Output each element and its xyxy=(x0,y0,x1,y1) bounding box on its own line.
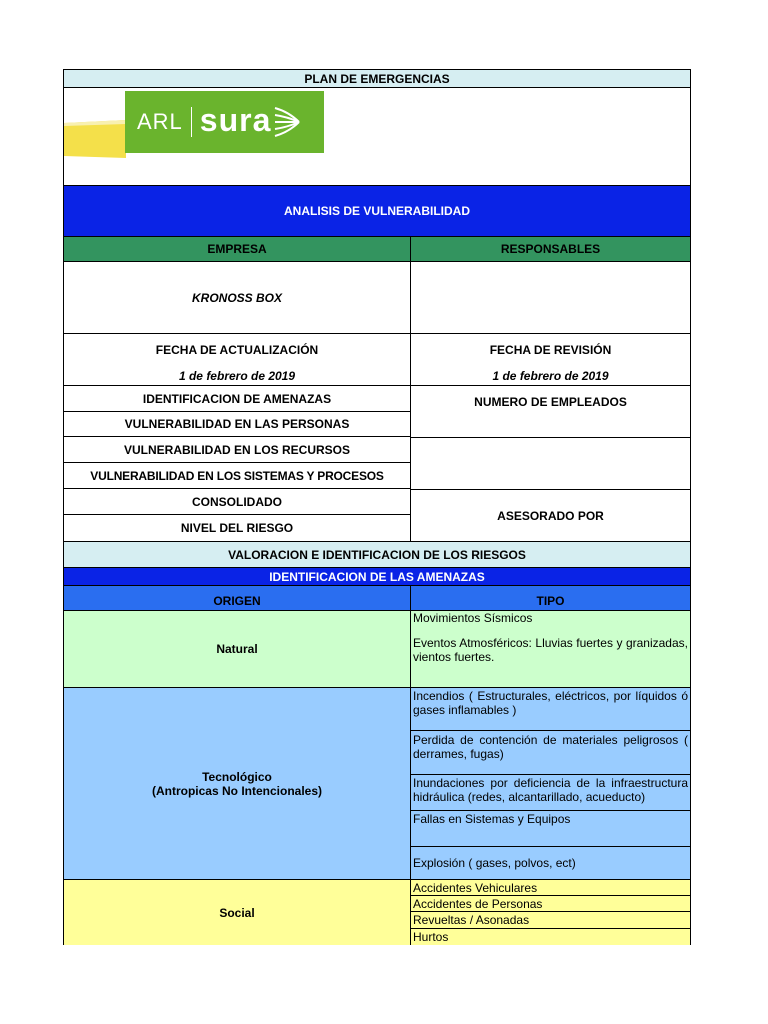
numero-empleados-label: NUMERO DE EMPLEADOS xyxy=(474,395,627,409)
responsables-value-cell xyxy=(410,261,691,334)
tipo-tecnologico-3: Fallas en Sistemas y Equipos xyxy=(413,812,571,826)
col-origen-label: ORIGEN xyxy=(213,594,261,608)
link-identificacion-amenazas-text: IDENTIFICACION DE AMENAZAS xyxy=(142,391,332,406)
col-tipo-header xyxy=(410,585,691,611)
logo-wings-icon xyxy=(273,104,303,140)
tipo-social-3: Hurtos xyxy=(413,930,449,944)
link-nivel-riesgo-text: NIVEL DEL RIESGO xyxy=(180,521,294,535)
section-title-text: ANALISIS DE VULNERABILIDAD xyxy=(283,204,470,218)
empresa-label: EMPRESA xyxy=(207,242,267,256)
link-vulnerabilidad-recursos[interactable] xyxy=(63,436,411,463)
empresa-value: KRONOSS BOX xyxy=(191,290,282,305)
logo-divider xyxy=(191,107,192,137)
tipo-row xyxy=(410,810,691,847)
col-origen-header xyxy=(63,585,411,611)
arl-sura-logo xyxy=(125,91,324,153)
valoracion-title xyxy=(63,541,691,568)
tipo-row xyxy=(410,730,691,775)
link-consolidado[interactable] xyxy=(63,488,411,515)
tipo-row xyxy=(410,610,691,636)
tipo-tecnologico-2: Inundaciones por deficiencia de la infraestructura hidráulica (redes, alcantarillado, acueducto) xyxy=(413,776,688,804)
tipo-social-0: Accidentes Vehiculares xyxy=(413,880,538,895)
tipo-row xyxy=(410,774,691,811)
link-vulnerabilidad-personas[interactable] xyxy=(63,411,411,437)
link-vulnerabilidad-personas-text: VULNERABILIDAD EN LAS PERSONAS xyxy=(124,417,350,431)
origen-tecnologico xyxy=(63,687,411,880)
link-identificacion-amenazas[interactable] xyxy=(63,385,411,412)
logo-sura-text: sura xyxy=(199,101,272,138)
identificacion-amenazas-title-text: IDENTIFICACION DE LAS AMENAZAS xyxy=(269,569,485,584)
fecha-revision-cell xyxy=(410,333,691,386)
empresa-header xyxy=(63,236,411,262)
origen-social-text: Social xyxy=(219,905,255,920)
tipo-row xyxy=(410,928,691,945)
asesorado-por-label: ASESORADO POR xyxy=(497,508,604,523)
link-consolidado-text: CONSOLIDADO xyxy=(192,494,282,509)
fecha-actualizacion-cell xyxy=(63,333,411,386)
tipo-row xyxy=(410,846,691,880)
logo-arl-text: ARL xyxy=(137,109,183,134)
tipo-natural-1: Eventos Atmosféricos: Lluvias fuertes y granizadas, vientos fuertes. xyxy=(413,636,688,664)
valoracion-title-text: VALORACION E IDENTIFICACION DE LOS RIESGOS xyxy=(228,547,526,562)
origen-natural-text: Natural xyxy=(216,642,258,656)
section-title xyxy=(63,185,691,237)
fecha-actualizacion-value: 1 de febrero de 2019 xyxy=(178,369,296,383)
fecha-actualizacion-label: FECHA DE ACTUALIZACIÓN xyxy=(155,343,319,357)
tipo-row xyxy=(410,687,691,731)
origen-natural xyxy=(63,610,411,688)
tipo-social-2: Revueltas / Asonadas xyxy=(413,913,530,927)
responsables-label: RESPONSABLES xyxy=(500,242,601,256)
origen-social xyxy=(63,879,411,945)
link-vulnerabilidad-recursos-text: VULNERABILIDAD EN LOS RECURSOS xyxy=(123,442,350,457)
logo-yellow-wedge xyxy=(64,120,126,158)
tipo-row xyxy=(410,911,691,929)
logo-area xyxy=(63,87,691,186)
identificacion-amenazas-title xyxy=(63,567,691,586)
origen-tecnologico-line2: (Antropicas No Intencionales) xyxy=(151,783,323,798)
empresa-value-cell xyxy=(63,261,411,334)
plan-title xyxy=(63,69,691,88)
asesorado-por-cell xyxy=(410,489,691,542)
tipo-social-1: Accidentes de Personas xyxy=(413,896,543,911)
link-nivel-riesgo[interactable] xyxy=(63,514,411,542)
tipo-tecnologico-0: Incendios ( Estructurales, eléctricos, por líquidos ó gases inflamables ) xyxy=(413,689,688,717)
col-tipo-label: TIPO xyxy=(536,594,565,608)
numero-empleados-cell xyxy=(410,385,691,438)
tipo-tecnologico-4: Explosión ( gases, polvos, ect) xyxy=(413,856,576,870)
responsables-header xyxy=(410,236,691,262)
tipo-row xyxy=(410,895,691,912)
plan-title-text: PLAN DE EMERGENCIAS xyxy=(304,71,450,86)
tipo-row xyxy=(410,635,691,688)
fecha-revision-value: 1 de febrero de 2019 xyxy=(492,369,609,383)
link-vulnerabilidad-sistemas-text: VULNERABILIDAD EN LOS SISTEMAS Y PROCESOS xyxy=(90,468,384,483)
fecha-revision-label: FECHA DE REVISIÓN xyxy=(489,343,612,357)
numero-empleados-value-cell xyxy=(410,437,691,490)
tipo-tecnologico-1: Perdida de contención de materiales peligrosos ( derrames, fugas) xyxy=(413,733,688,761)
tipo-row xyxy=(410,879,691,896)
origen-tecnologico-line1: Tecnológico xyxy=(202,769,272,784)
tipo-natural-0: Movimientos Sísmicos xyxy=(413,611,533,625)
link-vulnerabilidad-sistemas[interactable] xyxy=(63,462,411,489)
